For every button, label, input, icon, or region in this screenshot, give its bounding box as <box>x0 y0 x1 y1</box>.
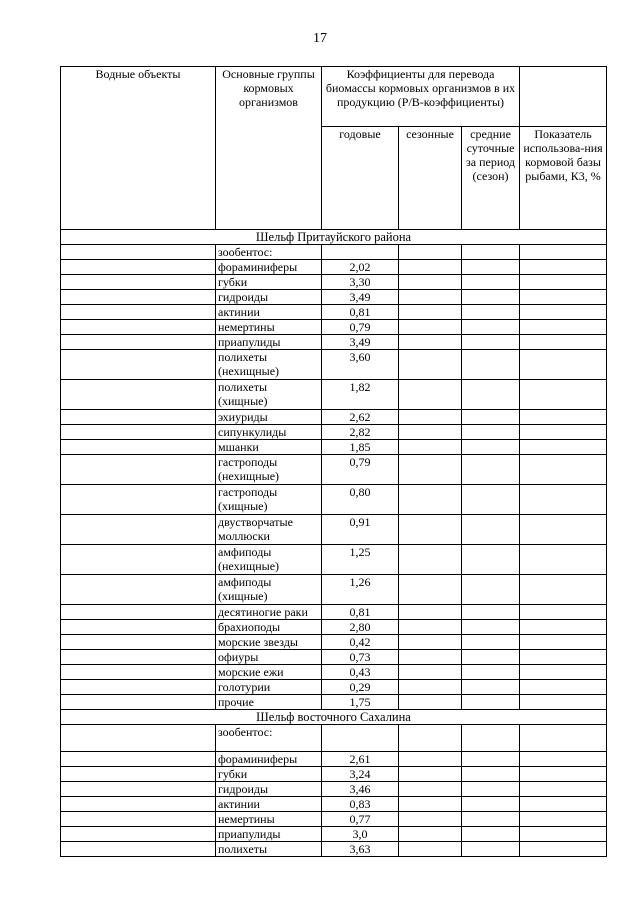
daily-value-cell <box>462 782 520 797</box>
daily-value-cell <box>462 485 520 515</box>
daily-value-cell <box>462 320 520 335</box>
table-row <box>61 665 607 680</box>
group-name-cell: брахиоподы <box>216 620 322 635</box>
indicator-value-cell <box>520 782 607 797</box>
daily-value-cell <box>462 305 520 320</box>
table-header <box>61 67 607 230</box>
annual-value-cell: 3,60 <box>322 350 399 380</box>
daily-value-cell <box>462 620 520 635</box>
indicator-value-cell <box>520 665 607 680</box>
table-row <box>61 752 607 767</box>
annual-value-cell: 1,26 <box>322 575 399 605</box>
water-object-cell <box>61 425 216 440</box>
water-object-cell <box>61 245 216 260</box>
indicator-value-cell <box>520 350 607 380</box>
daily-value-cell <box>462 545 520 575</box>
indicator-value-cell <box>520 260 607 275</box>
seasonal-value-cell <box>399 515 462 545</box>
header-pb-coefficients: Коэффициенты для перевода биомассы кормовых организмов в их продукцию (Р/В-коэффициенты) <box>322 67 520 127</box>
annual-value-cell: 0,77 <box>322 812 399 827</box>
table-row <box>61 350 607 380</box>
group-name-cell: офиуры <box>216 650 322 665</box>
annual-value-cell: 2,62 <box>322 410 399 425</box>
water-object-cell <box>61 680 216 695</box>
table-row <box>61 410 607 425</box>
header-main-groups: Основные группы кормовых организмов <box>216 67 322 230</box>
annual-value-cell: 2,82 <box>322 425 399 440</box>
group-name-cell: десятиногие раки <box>216 605 322 620</box>
seasonal-value-cell <box>399 680 462 695</box>
table-row <box>61 335 607 350</box>
daily-value-cell <box>462 335 520 350</box>
group-name-cell: гидроиды <box>216 782 322 797</box>
indicator-value-cell <box>520 380 607 410</box>
daily-value-cell <box>462 410 520 425</box>
daily-value-cell <box>462 812 520 827</box>
group-name-cell: морские звезды <box>216 635 322 650</box>
seasonal-value-cell <box>399 767 462 782</box>
indicator-value-cell <box>520 515 607 545</box>
table-row <box>61 680 607 695</box>
water-object-cell <box>61 797 216 812</box>
coefficients-table <box>60 66 607 857</box>
seasonal-value-cell <box>399 350 462 380</box>
daily-value-cell <box>462 725 520 752</box>
daily-value-cell <box>462 455 520 485</box>
indicator-value-cell <box>520 575 607 605</box>
daily-value-cell <box>462 260 520 275</box>
table-row <box>61 812 607 827</box>
indicator-value-cell <box>520 440 607 455</box>
table-row <box>61 827 607 842</box>
table-body <box>61 230 607 857</box>
page-number: 17 <box>313 31 327 46</box>
table-row <box>61 842 607 857</box>
annual-value-cell: 2,02 <box>322 260 399 275</box>
indicator-value-cell <box>520 680 607 695</box>
daily-value-cell <box>462 797 520 812</box>
seasonal-value-cell <box>399 440 462 455</box>
table-row <box>61 515 607 545</box>
seasonal-value-cell <box>399 695 462 710</box>
annual-value-cell: 0,43 <box>322 665 399 680</box>
indicator-value-cell <box>520 620 607 635</box>
indicator-value-cell <box>520 812 607 827</box>
annual-value-cell: 0,29 <box>322 680 399 695</box>
group-name-cell: гидроиды <box>216 290 322 305</box>
table-row <box>61 725 607 752</box>
seasonal-value-cell <box>399 782 462 797</box>
indicator-value-cell <box>520 425 607 440</box>
indicator-value-cell <box>520 605 607 620</box>
annual-value-cell: 3,46 <box>322 782 399 797</box>
daily-value-cell <box>462 680 520 695</box>
indicator-value-cell <box>520 752 607 767</box>
seasonal-value-cell <box>399 245 462 260</box>
seasonal-value-cell <box>399 812 462 827</box>
daily-value-cell <box>462 515 520 545</box>
group-name-cell: немертины <box>216 320 322 335</box>
water-object-cell <box>61 410 216 425</box>
group-name-cell: морские ежи <box>216 665 322 680</box>
water-object-cell <box>61 842 216 857</box>
daily-value-cell <box>462 350 520 380</box>
indicator-value-cell <box>520 335 607 350</box>
table-row <box>61 797 607 812</box>
annual-value-cell: 0,42 <box>322 635 399 650</box>
annual-value-cell: 3,30 <box>322 275 399 290</box>
annual-value-cell: 3,63 <box>322 842 399 857</box>
water-object-cell <box>61 827 216 842</box>
group-name-cell: зообентос: <box>216 725 322 752</box>
group-name-cell: приапулиды <box>216 335 322 350</box>
indicator-value-cell <box>520 650 607 665</box>
seasonal-value-cell <box>399 725 462 752</box>
group-name-cell: губки <box>216 767 322 782</box>
seasonal-value-cell <box>399 665 462 680</box>
annual-value-cell <box>322 725 399 752</box>
indicator-value-cell <box>520 635 607 650</box>
seasonal-value-cell <box>399 290 462 305</box>
table-row <box>61 305 607 320</box>
group-name-cell: гастроподы (нехищные) <box>216 455 322 485</box>
seasonal-value-cell <box>399 620 462 635</box>
header-water-objects: Водные объекты <box>61 67 216 230</box>
water-object-cell <box>61 455 216 485</box>
group-name-cell: двустворчатые моллюски <box>216 515 322 545</box>
seasonal-value-cell <box>399 545 462 575</box>
annual-value-cell: 0,91 <box>322 515 399 545</box>
water-object-cell <box>61 665 216 680</box>
group-name-cell: амфиподы (хищные) <box>216 575 322 605</box>
water-object-cell <box>61 335 216 350</box>
annual-value-cell: 0,83 <box>322 797 399 812</box>
water-object-cell <box>61 650 216 665</box>
seasonal-value-cell <box>399 455 462 485</box>
water-object-cell <box>61 620 216 635</box>
seasonal-value-cell <box>399 260 462 275</box>
daily-value-cell <box>462 275 520 290</box>
seasonal-value-cell <box>399 485 462 515</box>
water-object-cell <box>61 290 216 305</box>
water-object-cell <box>61 752 216 767</box>
table-row <box>61 485 607 515</box>
daily-value-cell <box>462 290 520 305</box>
seasonal-value-cell <box>399 827 462 842</box>
daily-value-cell <box>462 665 520 680</box>
group-name-cell: зообентос: <box>216 245 322 260</box>
table-row <box>61 290 607 305</box>
section-header-row <box>61 230 607 245</box>
indicator-value-cell <box>520 290 607 305</box>
table-row <box>61 545 607 575</box>
group-name-cell: немертины <box>216 812 322 827</box>
water-object-cell <box>61 725 216 752</box>
annual-value-cell: 2,80 <box>322 620 399 635</box>
table-row <box>61 275 607 290</box>
water-object-cell <box>61 605 216 620</box>
daily-value-cell <box>462 245 520 260</box>
table-row <box>61 440 607 455</box>
group-name-cell: губки <box>216 275 322 290</box>
table-row <box>61 455 607 485</box>
table-row <box>61 782 607 797</box>
water-object-cell <box>61 767 216 782</box>
group-name-cell: мшанки <box>216 440 322 455</box>
group-name-cell: актинии <box>216 305 322 320</box>
group-name-cell: эхиуриды <box>216 410 322 425</box>
group-name-cell: сипункулиды <box>216 425 322 440</box>
water-object-cell <box>61 320 216 335</box>
annual-value-cell: 0,80 <box>322 485 399 515</box>
section-header-row <box>61 710 607 725</box>
table-row <box>61 245 607 260</box>
water-object-cell <box>61 380 216 410</box>
header-seasonal: сезонные <box>399 127 462 230</box>
indicator-value-cell <box>520 842 607 857</box>
indicator-value-cell <box>520 695 607 710</box>
header-daily-average: средние суточные за период (сезон) <box>462 127 520 230</box>
water-object-cell <box>61 635 216 650</box>
annual-value-cell: 0,81 <box>322 605 399 620</box>
water-object-cell <box>61 440 216 455</box>
table-row <box>61 575 607 605</box>
group-name-cell: полихеты <box>216 842 322 857</box>
section-title: Шельф Притауйского района <box>61 230 607 245</box>
table-row <box>61 260 607 275</box>
section-title: Шельф восточного Сахалина <box>61 710 607 725</box>
annual-value-cell: 3,49 <box>322 335 399 350</box>
annual-value-cell: 0,81 <box>322 305 399 320</box>
water-object-cell <box>61 812 216 827</box>
annual-value-cell: 3,24 <box>322 767 399 782</box>
daily-value-cell <box>462 695 520 710</box>
annual-value-cell: 3,0 <box>322 827 399 842</box>
daily-value-cell <box>462 440 520 455</box>
indicator-value-cell <box>520 455 607 485</box>
annual-value-cell: 2,61 <box>322 752 399 767</box>
group-name-cell: фораминиферы <box>216 260 322 275</box>
table-row <box>61 650 607 665</box>
annual-value-cell: 1,75 <box>322 695 399 710</box>
daily-value-cell <box>462 605 520 620</box>
seasonal-value-cell <box>399 842 462 857</box>
daily-value-cell <box>462 425 520 440</box>
group-name-cell: актинии <box>216 797 322 812</box>
daily-value-cell <box>462 827 520 842</box>
header-feed-base-indicator: Показатель использова-ния кормовой базы рыбами, К3, % <box>520 127 607 230</box>
annual-value-cell: 1,82 <box>322 380 399 410</box>
table-row <box>61 605 607 620</box>
group-name-cell: фораминиферы <box>216 752 322 767</box>
indicator-value-cell <box>520 320 607 335</box>
group-name-cell: полихеты (нехищные) <box>216 350 322 380</box>
table-row <box>61 767 607 782</box>
annual-value-cell: 0,79 <box>322 320 399 335</box>
indicator-value-cell <box>520 545 607 575</box>
water-object-cell <box>61 485 216 515</box>
indicator-value-cell <box>520 767 607 782</box>
indicator-value-cell <box>520 245 607 260</box>
annual-value-cell: 1,25 <box>322 545 399 575</box>
table-row <box>61 620 607 635</box>
seasonal-value-cell <box>399 410 462 425</box>
annual-value-cell: 0,79 <box>322 455 399 485</box>
daily-value-cell <box>462 575 520 605</box>
annual-value-cell: 3,49 <box>322 290 399 305</box>
daily-value-cell <box>462 380 520 410</box>
group-name-cell: гастроподы (хищные) <box>216 485 322 515</box>
indicator-value-cell <box>520 485 607 515</box>
water-object-cell <box>61 695 216 710</box>
daily-value-cell <box>462 752 520 767</box>
seasonal-value-cell <box>399 425 462 440</box>
seasonal-value-cell <box>399 752 462 767</box>
group-name-cell: прочие <box>216 695 322 710</box>
seasonal-value-cell <box>399 635 462 650</box>
annual-value-cell: 1,85 <box>322 440 399 455</box>
indicator-value-cell <box>520 410 607 425</box>
indicator-value-cell <box>520 797 607 812</box>
seasonal-value-cell <box>399 797 462 812</box>
annual-value-cell: 0,73 <box>322 650 399 665</box>
water-object-cell <box>61 260 216 275</box>
water-object-cell <box>61 515 216 545</box>
indicator-value-cell <box>520 725 607 752</box>
daily-value-cell <box>462 767 520 782</box>
seasonal-value-cell <box>399 335 462 350</box>
group-name-cell: полихеты (хищные) <box>216 380 322 410</box>
water-object-cell <box>61 782 216 797</box>
table-row <box>61 425 607 440</box>
group-name-cell: голотурии <box>216 680 322 695</box>
table-row <box>61 320 607 335</box>
header-empty-cell <box>520 67 607 127</box>
group-name-cell: амфиподы (нехищные) <box>216 545 322 575</box>
water-object-cell <box>61 305 216 320</box>
table-row <box>61 380 607 410</box>
water-object-cell <box>61 275 216 290</box>
water-object-cell <box>61 575 216 605</box>
seasonal-value-cell <box>399 320 462 335</box>
annual-value-cell <box>322 245 399 260</box>
indicator-value-cell <box>520 275 607 290</box>
daily-value-cell <box>462 842 520 857</box>
daily-value-cell <box>462 635 520 650</box>
table-row <box>61 695 607 710</box>
water-object-cell <box>61 545 216 575</box>
seasonal-value-cell <box>399 605 462 620</box>
seasonal-value-cell <box>399 275 462 290</box>
seasonal-value-cell <box>399 650 462 665</box>
group-name-cell: приапулиды <box>216 827 322 842</box>
seasonal-value-cell <box>399 380 462 410</box>
table-row <box>61 635 607 650</box>
header-annual: годовые <box>322 127 399 230</box>
indicator-value-cell <box>520 827 607 842</box>
seasonal-value-cell <box>399 305 462 320</box>
daily-value-cell <box>462 650 520 665</box>
seasonal-value-cell <box>399 575 462 605</box>
water-object-cell <box>61 350 216 380</box>
indicator-value-cell <box>520 305 607 320</box>
